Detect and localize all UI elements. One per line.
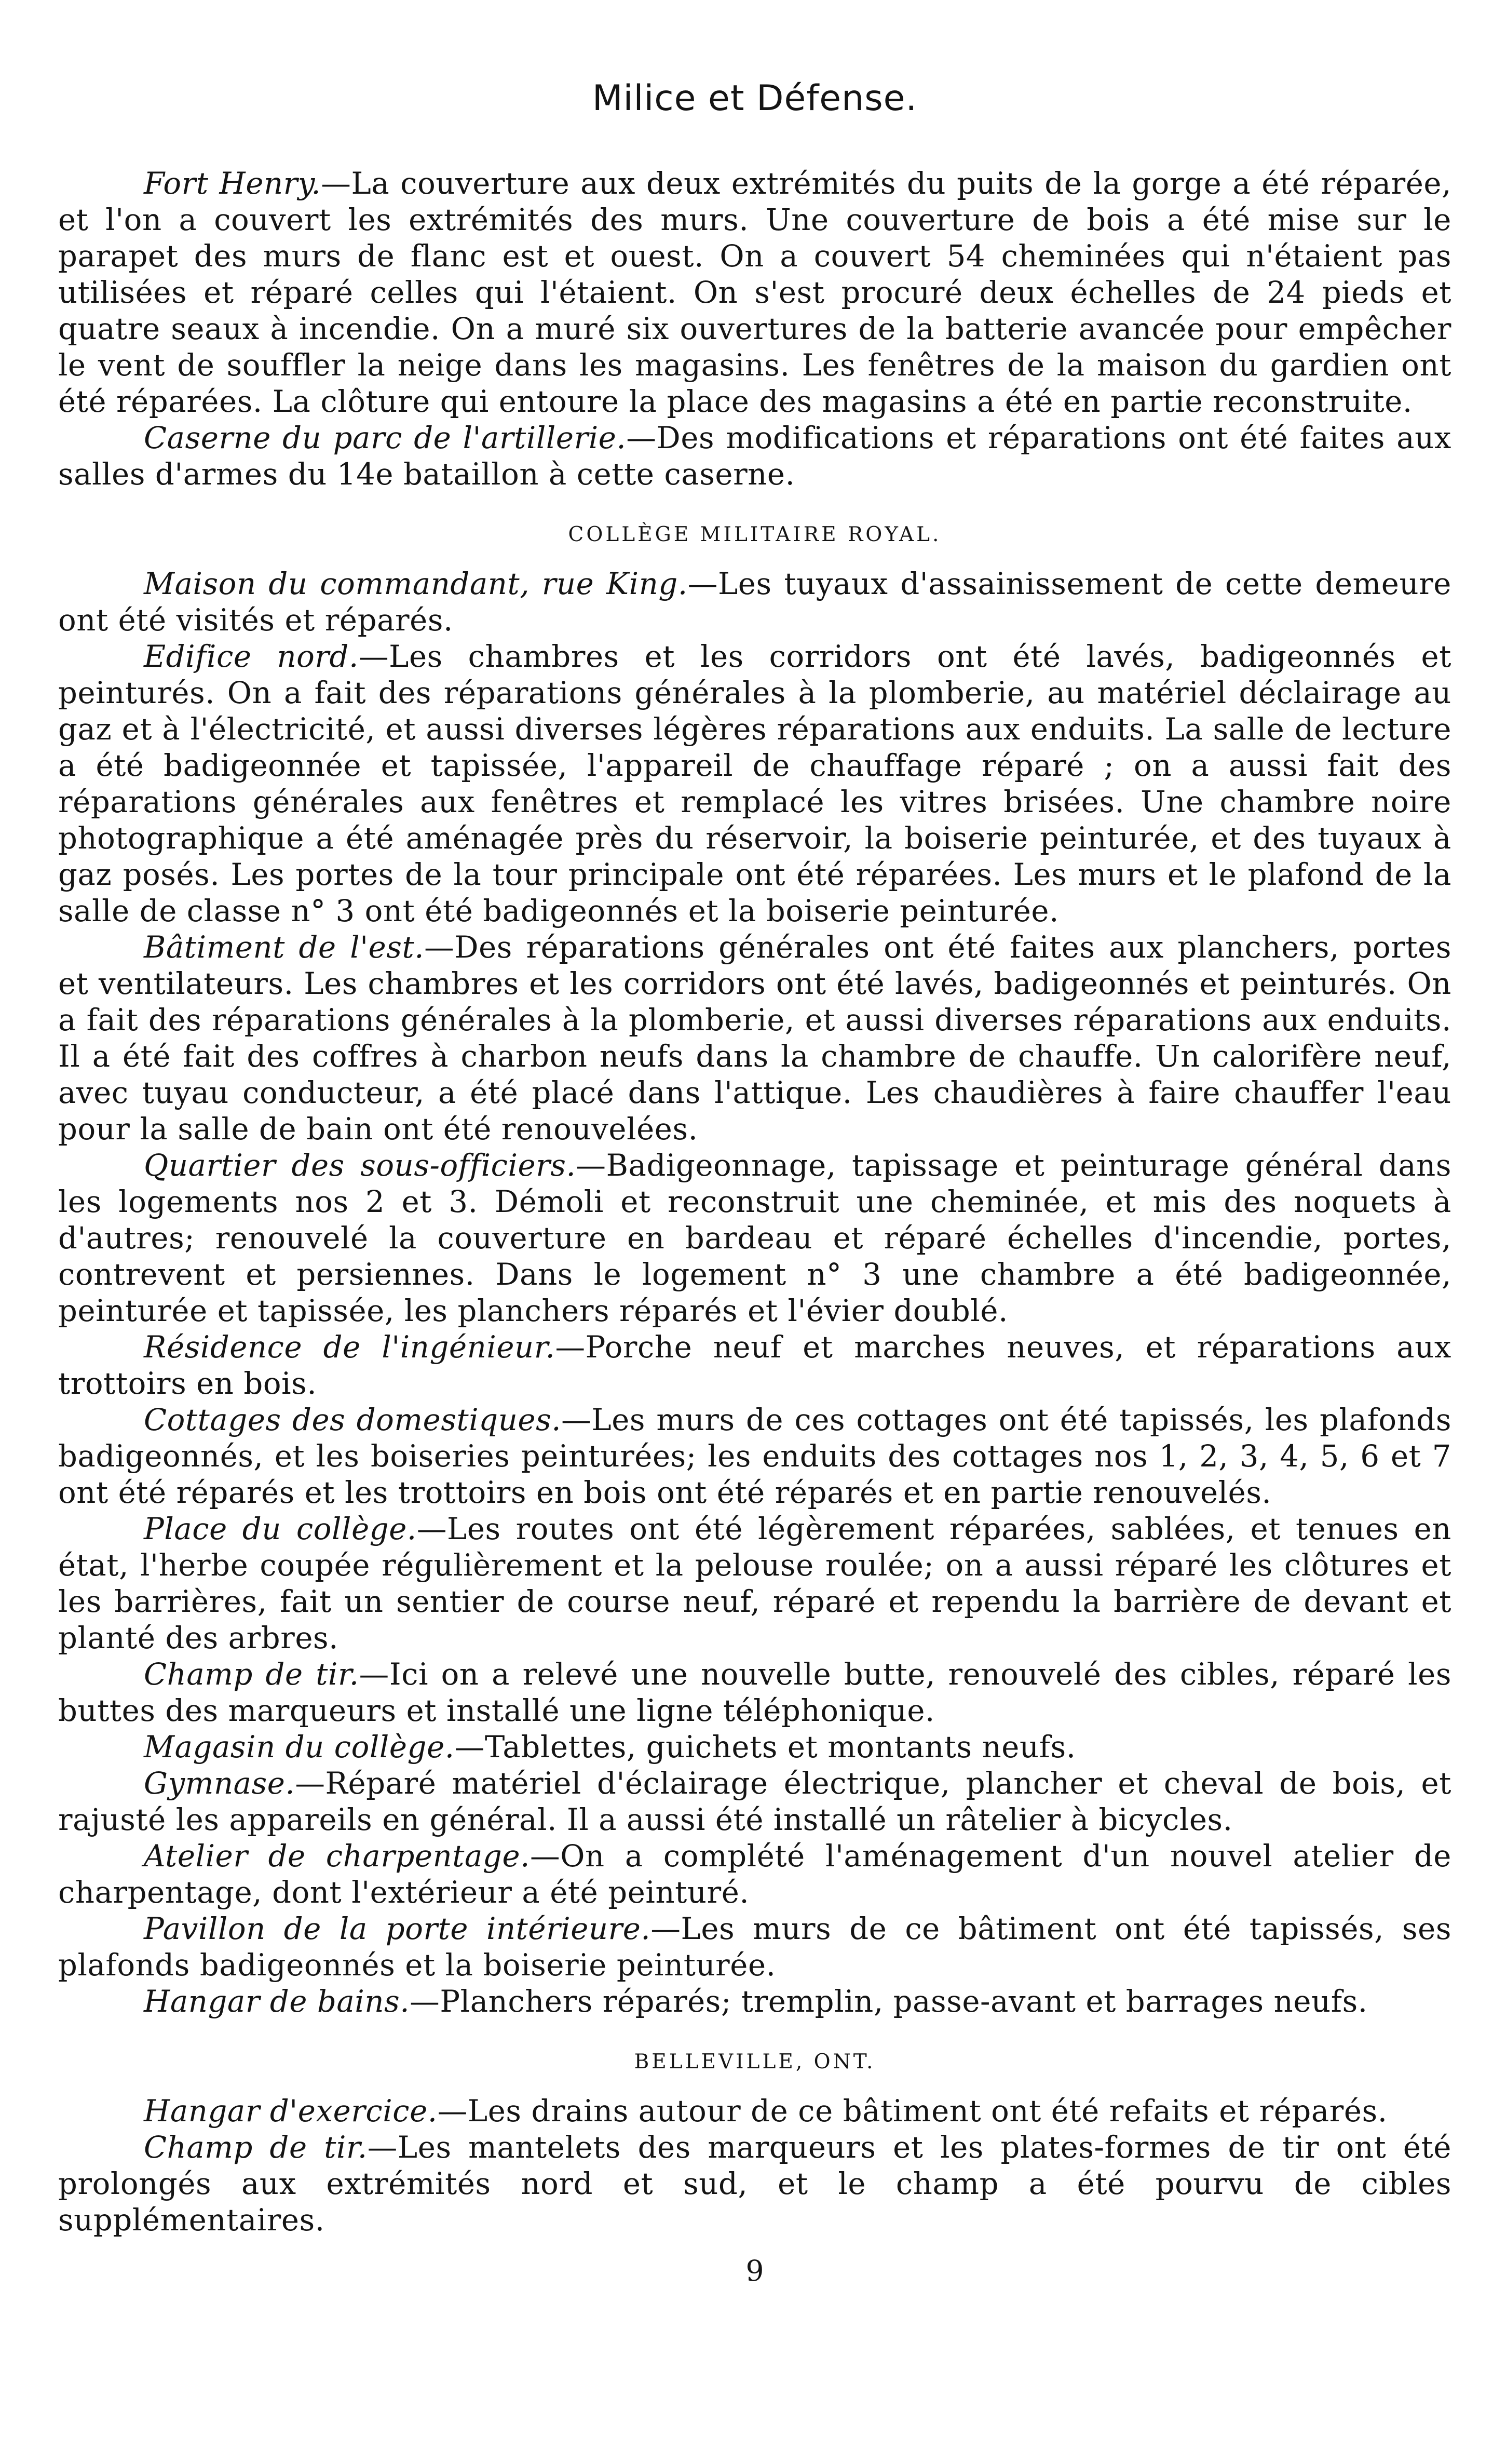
paragraph-text: —La couverture aux deux extrémités du puits de la gorge a été réparée, et l'on a couvert les extrémités des murs. Une couverture de bois a été mise sur le parapet des murs de flanc est et ouest. On a couvert 54 cheminées qui n'étaient pas utilisées et réparé celles qui l'étaient. On s'est procuré deux échelles de 24 pieds et quatre seaux à incendie. On a muré six ouvertures de la batterie avancée pour empêcher le vent de souffler la neige dans les magasins. Les fenêtres de la maison du gardien ont été réparées. La clôture qui entoure la place des magasins a été en partie reconstruite. (58, 166, 1451, 419)
paragraph (58, 639, 1451, 930)
paragraph-text: —Les routes ont été légèrement réparées, sablées, et tenues en état, l'herbe coupée régulièrement et la pelouse roulée; on a aussi réparé les clôtures et les barrières, fait un sentier de course neuf, réparé et rependu la barrière de devant et planté des arbres. (58, 1512, 1451, 1655)
paragraph-lead: Résidence de l'ingénieur. (144, 1330, 555, 1365)
paragraph-lead: Champ de tir. (144, 2130, 368, 2165)
paragraph-lead: Hangar d'exercice. (144, 2094, 438, 2129)
paragraph-lead: Pavillon de la porte intérieure. (144, 1911, 651, 1946)
paragraph (58, 566, 1451, 639)
paragraph (58, 1657, 1451, 1729)
paragraph-lead: Hangar de bains. (144, 1984, 410, 2019)
paragraph (58, 930, 1451, 1148)
paragraph-text: —Planchers réparés; tremplin, passe-avant et barrages neufs. (410, 1984, 1368, 2019)
paragraph-text: —Des modifications et réparations ont été faites aux salles d'armes du 14e bataillon à cette caserne. (58, 421, 1451, 492)
paragraph (58, 1329, 1451, 1402)
paragraph-text: —Tablettes, guichets et montants neufs. (454, 1730, 1076, 1765)
paragraph-text: —On a complété l'aménagement d'un nouvel atelier de charpentage, dont l'extérieur a été peinturé. (58, 1839, 1451, 1910)
paragraph-lead: Caserne du parc de l'artillerie. (144, 421, 627, 455)
page-title: Milice et Défense. (592, 78, 918, 119)
paragraph-text: —Les murs de ce bâtiment ont été tapissés, ses plafonds badigeonnés et la boiserie peinturée. (58, 1911, 1452, 1983)
paragraph (58, 1838, 1451, 1911)
section-heading: BELLEVILLE, ONT. (634, 2050, 876, 2073)
paragraph-text: —Porche neuf et marches neuves, et réparations aux trottoirs en bois. (58, 1330, 1451, 1401)
paragraph (58, 1911, 1451, 1984)
paragraph (58, 1766, 1451, 1838)
paragraph (58, 1984, 1451, 2020)
section-heading: COLLÈGE MILITAIRE ROYAL. (568, 523, 942, 546)
paragraph-lead: Cottages des domestiques. (144, 1403, 562, 1437)
paragraph-lead: Champ de tir. (144, 1657, 359, 1692)
page-number: 9 (745, 2254, 764, 2287)
paragraph (58, 1148, 1451, 1329)
paragraph (58, 166, 1451, 420)
paragraph (58, 2130, 1451, 2239)
paragraph (58, 420, 1451, 493)
paragraph-lead: Maison du commandant, rue King. (144, 567, 688, 601)
paragraph (58, 1511, 1451, 1657)
paragraph-text: —Les chambres et les corridors ont été lavés, badigeonnés et peinturés. On a fait des réparations générales à la plomberie, au matériel déclairage au gaz et à l'électricité, et aussi diverses légères réparations aux enduits. La salle de lecture a été badigeonnée et tapissée, l'appareil de chauffage réparé ; on a aussi fait des réparations générales aux fenêtres et remplacé les vitres brisées. Une chambre noire photographique a été aménagée près du réservoir, la boiserie peinturée, et des tuyaux à gaz posés. Les portes de la tour principale ont été réparées. Les murs et le plafond de la salle de classe n° 3 ont été badigeonnés et la boiserie peinturée. (58, 639, 1451, 928)
paragraph-text: —Ici on a relevé une nouvelle butte, renouvelé des cibles, réparé les buttes des marqueurs et installé une ligne téléphonique. (58, 1657, 1451, 1728)
paragraph-text: —Les murs de ces cottages ont été tapissés, les plafonds badigeonnés, et les boiseries peinturées; les enduits des cottages nos 1, 2, 3, 4, 5, 6 et 7 ont été réparés et les trottoirs en bois ont été réparés et en partie renouvelés. (58, 1403, 1452, 1510)
paragraph-text: —Les mantelets des marqueurs et les plates-formes de tir ont été prolongés aux extrémités nord et sud, et le champ a été pourvu de cibles supplémentaires. (58, 2130, 1451, 2238)
paragraph (58, 2093, 1451, 2130)
paragraph-text: —Badigeonnage, tapissage et peinturage général dans les logements nos 2 et 3. Démoli et reconstruit une cheminée, et mis des noquets à d'autres; renouvelé la couverture en bardeau et réparé échelles d'incendie, portes, contrevent et persiennes. Dans le logement n° 3 une chambre a été badigeonnée, peinturée et tapissée, les planchers réparés et l'évier doublé. (58, 1148, 1451, 1328)
paragraph-lead: Magasin du collège. (144, 1730, 455, 1765)
paragraph-lead: Gymnase. (144, 1766, 295, 1801)
paragraph-lead: Atelier de charpentage. (144, 1839, 531, 1874)
paragraph-lead: Fort Henry. (144, 166, 321, 201)
paragraph-text: —Des réparations générales ont été faites aux planchers, portes et ventilateurs. Les chambres et les corridors ont été lavés, badigeonnés et peinturés. On a fait des réparations générales à la plomberie, et aussi diverses réparations aux enduits. Il a été fait des coffres à charbon neufs dans la chambre de chauffe. Un calorifère neuf, avec tuyau conducteur, a été placé dans l'attique. Les chaudières à faire chauffer l'eau pour la salle de bain ont été renouvelées. (58, 930, 1451, 1147)
paragraph-lead: Bâtiment de l'est. (144, 930, 425, 965)
paragraph-lead: Place du collège. (144, 1512, 417, 1546)
paragraph-text: —Réparé matériel d'éclairage électrique, plancher et cheval de bois, et rajusté les appareils en général. Il a aussi été installé un râtelier à bicycles. (58, 1766, 1451, 1837)
document-body (58, 166, 1451, 2239)
paragraph-lead: Quartier des sous-officiers. (144, 1148, 576, 1183)
paragraph-text: —Les tuyaux d'assainissement de cette demeure ont été visités et réparés. (58, 567, 1451, 638)
paragraph (58, 1402, 1451, 1511)
paragraph-text: —Les drains autour de ce bâtiment ont été refaits et réparés. (437, 2094, 1388, 2129)
paragraph-lead: Edifice nord. (144, 639, 359, 674)
paragraph (58, 1729, 1451, 1766)
